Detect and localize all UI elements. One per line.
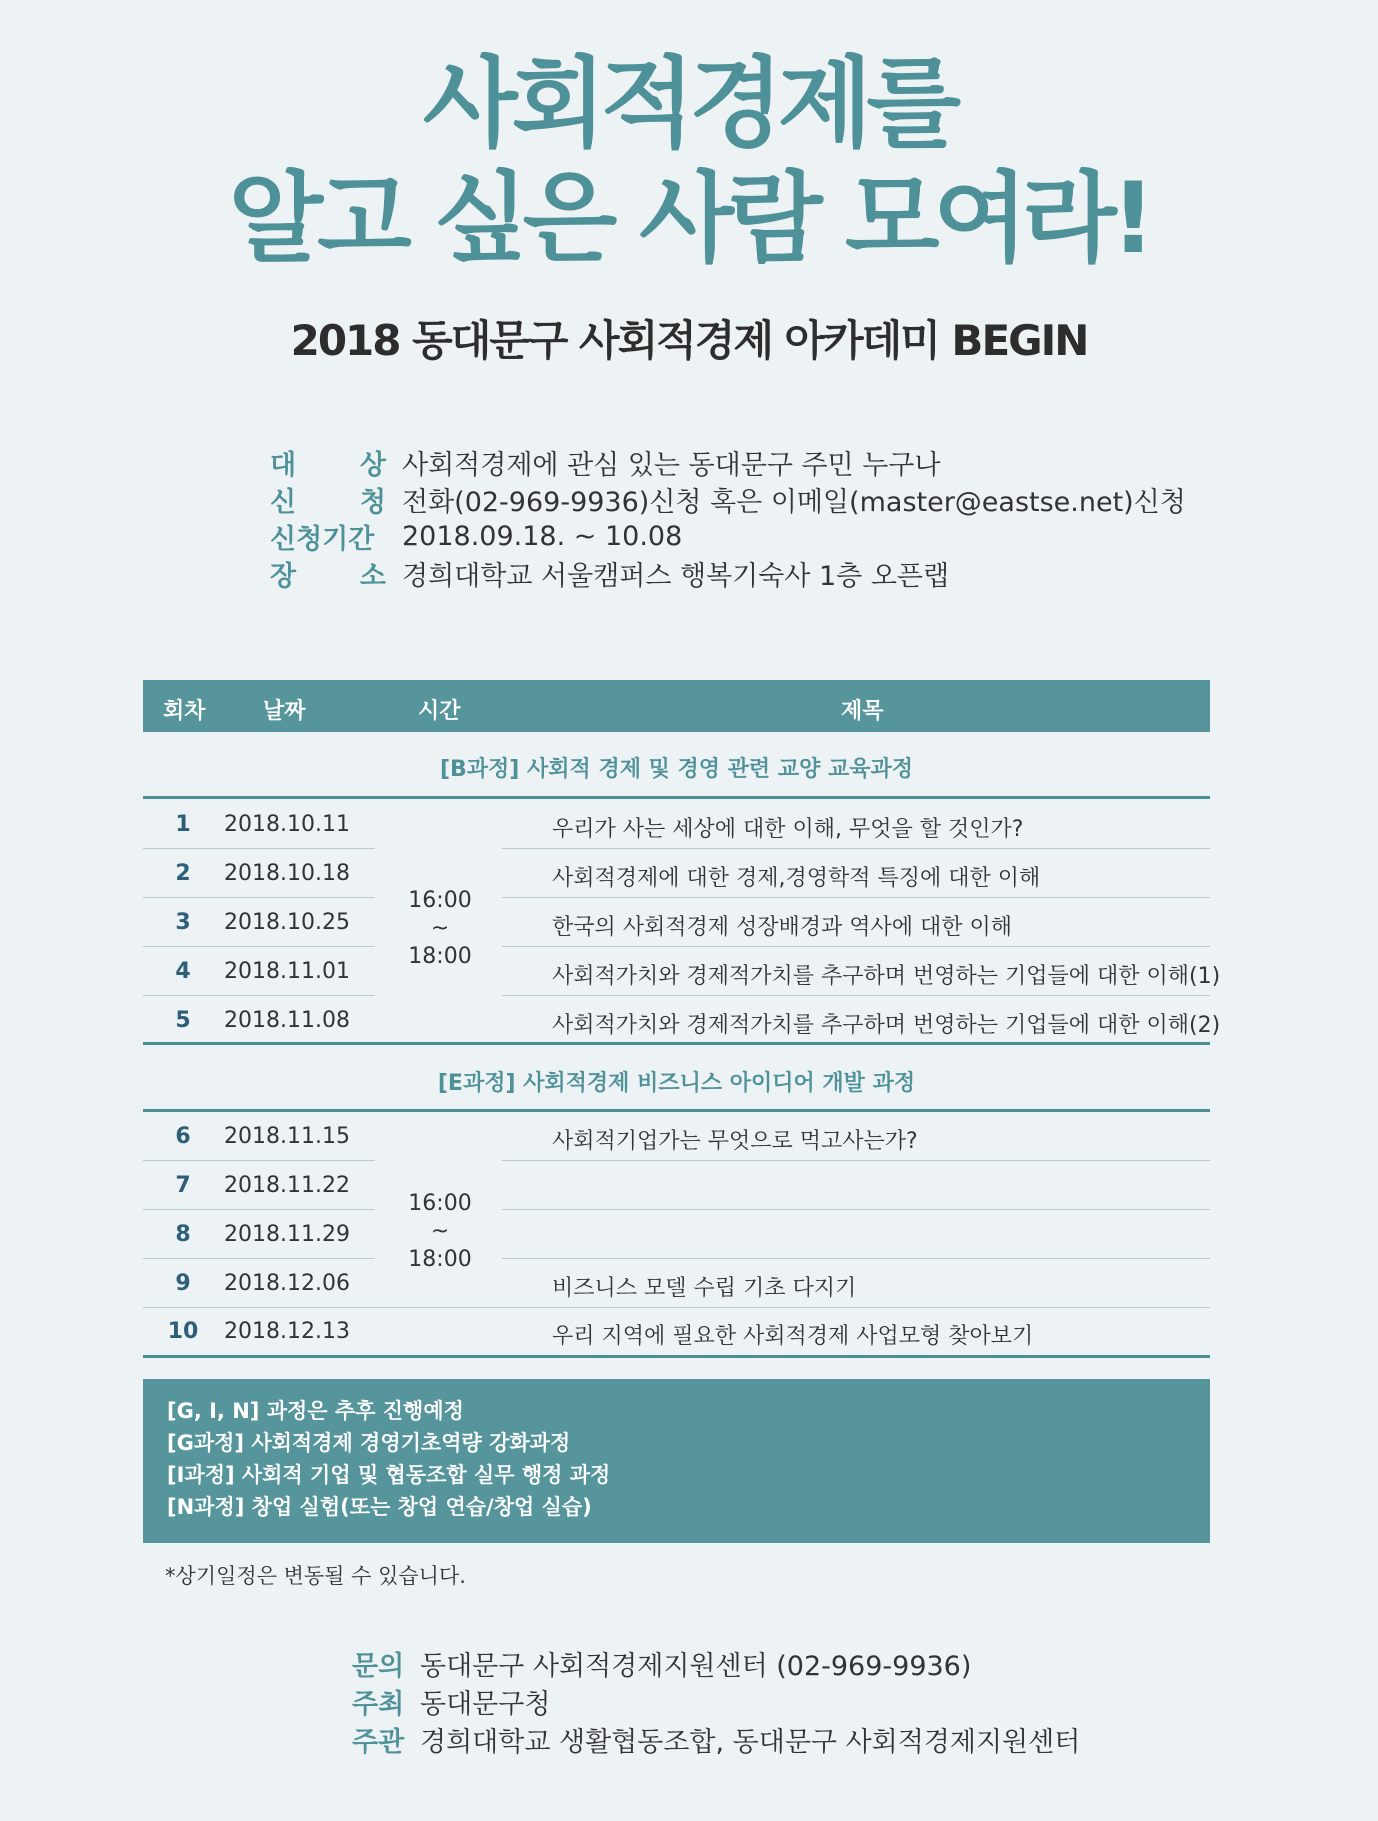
info-label: 대 상 — [270, 450, 386, 481]
info-label: 신청기간 — [270, 524, 375, 555]
note-line: [N과정] 창업 실험(또는 창업 연습/창업 실습) — [167, 1495, 592, 1519]
contact-row-organizer — [352, 1720, 1080, 1758]
contact-value: 동대문구청 — [420, 1688, 551, 1720]
row-divider — [143, 1307, 1210, 1308]
row-date: 2018.10.25 — [224, 910, 350, 935]
table-header — [143, 680, 1210, 732]
row-divider — [502, 995, 1210, 996]
header-title: 제목 — [841, 699, 884, 724]
info-row-target — [270, 444, 1186, 481]
section-rule — [143, 1042, 1210, 1045]
row-date: 2018.11.22 — [224, 1173, 350, 1198]
row-date: 2018.10.18 — [224, 861, 350, 886]
row-date: 2018.12.13 — [224, 1319, 350, 1344]
section-title: [E과정] 사회적경제 비즈니스 아이디어 개발 과정 — [437, 1071, 916, 1096]
row-date: 2018.11.01 — [224, 959, 350, 984]
row-divider — [143, 995, 375, 996]
row-title: 사회적가치와 경제적가치를 추구하며 번영하는 기업들에 대한 이해(1) — [552, 964, 1221, 989]
row-divider — [502, 897, 1210, 898]
headline-line2: 알고 싶은 사람 모여라! — [228, 162, 1150, 276]
info-label: 신 청 — [270, 487, 386, 518]
contact-row-host — [352, 1682, 1080, 1720]
contact-label: 문의 — [352, 1650, 405, 1682]
row-num: 5 — [175, 1008, 191, 1033]
row-num: 9 — [175, 1271, 191, 1296]
session-time: 16:00 ~ 18:00 — [408, 888, 472, 969]
info-value: 사회적경제에 관심 있는 동대문구 주민 누구나 — [402, 450, 941, 481]
info-row-period — [270, 518, 1186, 555]
info-value: 2018.09.18. ~ 10.08 — [402, 521, 683, 552]
footnote: *상기일정은 변동될 수 있습니다. — [165, 1564, 466, 1588]
row-title: 사회적가치와 경제적가치를 추구하며 번영하는 기업들에 대한 이해(2) — [552, 1013, 1221, 1038]
row-divider — [143, 946, 375, 947]
row-date: 2018.10.11 — [224, 812, 350, 837]
row-title: 사회적경제에 대한 경제,경영학적 특징에 대한 이해 — [552, 866, 1041, 891]
row-title: 비즈니스 모델 수립 기초 다지기 — [552, 1276, 857, 1301]
info-block — [270, 444, 1186, 592]
info-value: 전화(02-969-9936)신청 혹은 이메일(master@eastse.net)신청 — [402, 487, 1186, 518]
info-value: 경희대학교 서울캠퍼스 행복기숙사 1층 오픈랩 — [402, 561, 950, 592]
row-num: 4 — [175, 959, 191, 984]
contact-label: 주최 — [352, 1688, 405, 1720]
notes-box — [143, 1379, 1210, 1543]
row-divider — [143, 1258, 375, 1259]
info-row-apply — [270, 481, 1186, 518]
note-line: [I과정] 사회적 기업 및 협동조합 실무 행정 과정 — [167, 1463, 611, 1487]
note-line: [G, I, N] 과정은 추후 진행예정 — [167, 1399, 464, 1423]
session-time: 16:00 ~ 18:00 — [408, 1191, 472, 1272]
row-divider — [143, 1209, 375, 1210]
header-time: 시간 — [418, 699, 461, 724]
row-divider — [502, 1209, 1210, 1210]
row-num: 6 — [175, 1124, 191, 1149]
row-num: 2 — [175, 861, 191, 886]
headline-line1: 사회적경제를 — [422, 47, 955, 161]
row-divider — [143, 897, 375, 898]
section-rule — [143, 796, 1210, 799]
row-date: 2018.11.15 — [224, 1124, 350, 1149]
note-line: [G과정] 사회적경제 경영기초역량 강화과정 — [167, 1431, 571, 1455]
contact-label: 주관 — [352, 1726, 405, 1758]
row-date: 2018.11.29 — [224, 1222, 350, 1247]
row-num: 8 — [175, 1222, 191, 1247]
row-divider — [502, 946, 1210, 947]
row-divider — [143, 848, 375, 849]
row-num: 1 — [175, 812, 191, 837]
header-num: 회차 — [163, 699, 206, 724]
contact-value: 동대문구 사회적경제지원센터 (02-969-9936) — [420, 1650, 972, 1682]
contact-value: 경희대학교 생활협동조합, 동대문구 사회적경제지원센터 — [420, 1726, 1081, 1758]
row-num: 7 — [175, 1173, 191, 1198]
row-title: 우리가 사는 세상에 대한 이해, 무엇을 할 것인가? — [552, 817, 1024, 842]
row-num: 10 — [167, 1319, 199, 1344]
row-title: 한국의 사회적경제 성장배경과 역사에 대한 이해 — [552, 915, 1013, 940]
section-rule — [143, 1355, 1210, 1358]
row-date: 2018.12.06 — [224, 1271, 350, 1296]
subtitle: 2018 동대문구 사회적경제 아카데미 BEGIN — [290, 316, 1088, 365]
info-label: 장 소 — [270, 561, 386, 592]
contact-row-inquiry — [352, 1644, 1080, 1682]
header-date: 날짜 — [263, 699, 306, 724]
row-divider — [502, 1258, 1210, 1259]
section-title: [B과정] 사회적 경제 및 경영 관련 교양 교육과정 — [439, 757, 914, 782]
row-title: 사회적기업가는 무엇으로 먹고사는가? — [552, 1129, 918, 1154]
row-divider — [502, 848, 1210, 849]
row-title: 우리 지역에 필요한 사회적경제 사업모형 찾아보기 — [552, 1324, 1034, 1349]
info-row-place — [270, 555, 1186, 592]
row-num: 3 — [175, 910, 191, 935]
row-date: 2018.11.08 — [224, 1008, 350, 1033]
row-divider — [502, 1160, 1210, 1161]
row-divider — [143, 1160, 375, 1161]
section-rule — [143, 1109, 1210, 1112]
contact-block — [352, 1644, 1080, 1758]
